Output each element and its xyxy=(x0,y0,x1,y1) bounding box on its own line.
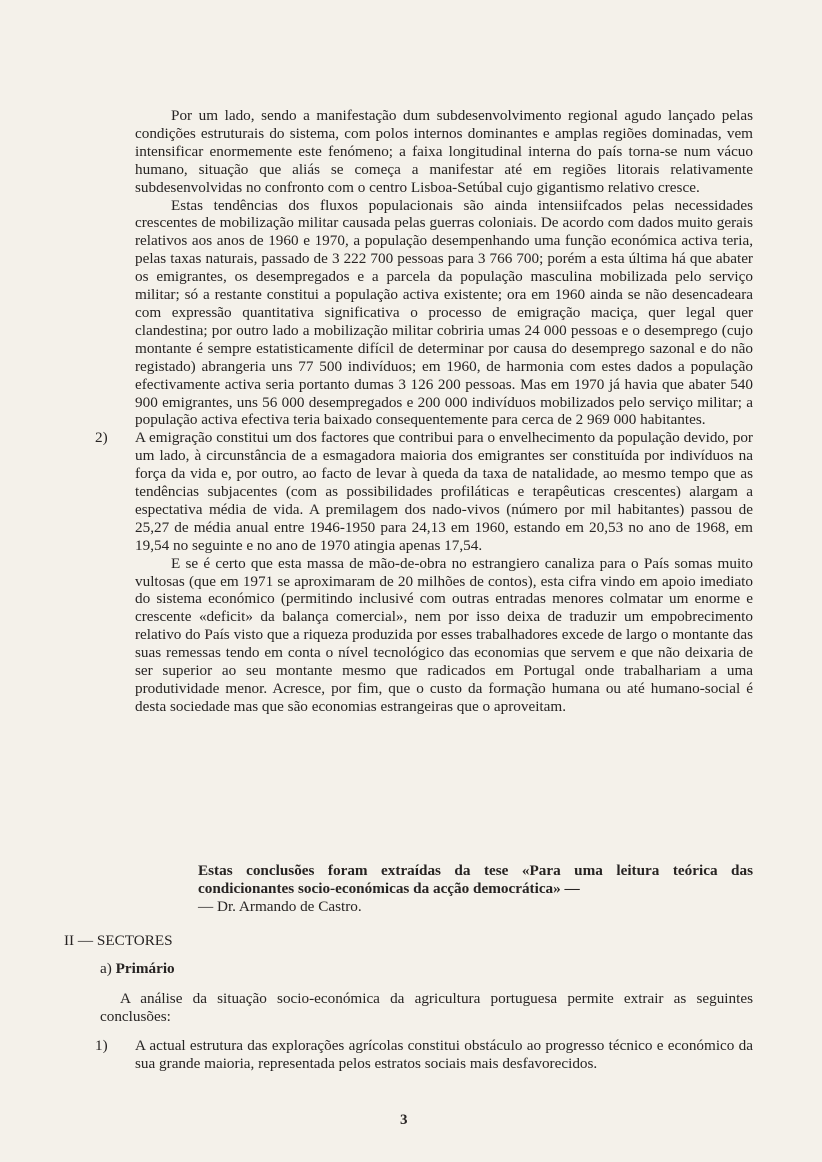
subsection-heading xyxy=(100,960,175,978)
list-item-1 xyxy=(95,1037,753,1073)
paragraph-estrutura: A actual estrutura das explorações agrícolas constitui obstáculo ao progresso técnico e económico da sua grande maioria, representada pelos estratos sociais mais desfavorecidos. xyxy=(135,1037,753,1072)
body-text-upper xyxy=(95,107,753,716)
paragraph-mao-de-obra: E se é certo que esta massa de mão-de-obra no estrangiero canaliza para o País somas muito vultosas (que em 1971 se aproximaram de 20 milhões de contos), esta cifra vindo em apoio imediato do sistema económico (permitindo inclusivé com outras entradas menores colmatar um enorme e crescente «deficit» da balança comercial», nem por isso deixa de traduzir um empobrecimento relativo do País visto que a riqueza produzida por esses trabalhadores excede de largo o montante das suas remessas tendo em conta o nível tecnológico das economias que servem e que não deixaria de ser superior ao seu montante mesmo que radicados em Portugal onde trabalhariam a uma produtividade menor. Acresce, por fim, que o custo da formação humana ou até humano-social é desta sociedade mas que são economias estrangeiras que o aproveitam. xyxy=(135,554,753,715)
thesis-citation xyxy=(198,862,753,916)
paragraph-analise: A análise da situação socio-económica da agricultura portuguesa permite extrair as seguintes conclusões: xyxy=(100,990,753,1025)
subsection-title: Primário xyxy=(115,960,175,977)
citation-author: — Dr. Armando de Castro. xyxy=(198,897,362,915)
page-number: 3 xyxy=(400,1112,408,1128)
section-heading: II — SECTORES xyxy=(64,932,173,949)
list-item-2 xyxy=(95,429,753,554)
paragraph-tendencias: Estas tendências dos fluxos populacionais são ainda intensiifcados pelas necessidades crescentes de mobilização militar causada pelas guerras coloniais. De acordo com dados muito gerais relativos aos anos de 1960 e 1970, a população desempenhando uma função económica activa teria, pelas taxas naturais, passado de 3 222 700 pessoas para 3 766 700; porém a esta última há que abater os emigrantes, os desempregados e a parcela da população masculina mobilizada pelo serviço militar; só a restante constitui a população activa existente; ora em 1960 ainda se não desencadeara com expressão quantitativa significativa o processo de emigração maciça, quer legal quer clandestina; por outro lado a mobilização militar cobriria umas 24 000 pessoas e o desemprego (cujo montante é sempre estatisticamente difícil de determinar por causa do desemprego sazonal e do não registado) abrangeria uns 77 500 indivíduos; em 1960, de harmonia com estes dados a população efectivamente activa seria portanto dumas 3 126 200 pessoas. Mas em 1970 já havia que abater 540 900 emigrantes, uns 56 000 desempregados e 200 000 indivíduos mobilizados pelo serviço militar; a população activa efectiva teria baixado consequentemente para cerca de 2 969 000 habitantes. xyxy=(135,196,753,429)
list-number: 1) xyxy=(95,1037,108,1054)
paragraph-intro: Por um lado, sendo a manifestação dum subdesenvolvimento regional agudo lançado pelas condições estruturais do sistema, com polos internos dominantes e amplas regiões dominadas, vem intensificar enormemente este fenómeno; a faixa longitudinal interna do país torna-se num vácuo humano, situação que aliás se começa a manifestar até em regiões litorais relativamente subdesenvolvidas no confronto com o centro Lisboa-Setúbal cujo gigantismo relativo cresce. xyxy=(135,107,753,196)
paragraph-emigracao: A emigração constitui um dos factores que contribui para o envelhecimento da população devido, por um lado, à circunstância de a esmagadora maioria dos emigrantes ser constituída por indivíduos na força da vida e, por outro, ao facto de levar à queda da taxa de natalidade, ao mesmo tempo que as tendências subjacentes (com as possibilidades profiláticas e terapêuticas crescentes) alargam a espectativa média de vida. A premilagem dos nado-vivos (número por mil habitantes) passou de 25,27 de média anual entre 1946-1950 para 24,13 em 1960, estando em 20,53 no ano de 1968, em 19,54 no seguinte e no ano de 1970 atingia apenas 17,54. xyxy=(135,429,753,554)
subsection-letter: a) xyxy=(100,960,112,977)
list-number: 2) xyxy=(95,429,108,447)
citation-text: Estas conclusões foram extraídas da tese «Para uma leitura teórica das condicionantes socio-económicas da acção democrática» — xyxy=(198,862,753,897)
